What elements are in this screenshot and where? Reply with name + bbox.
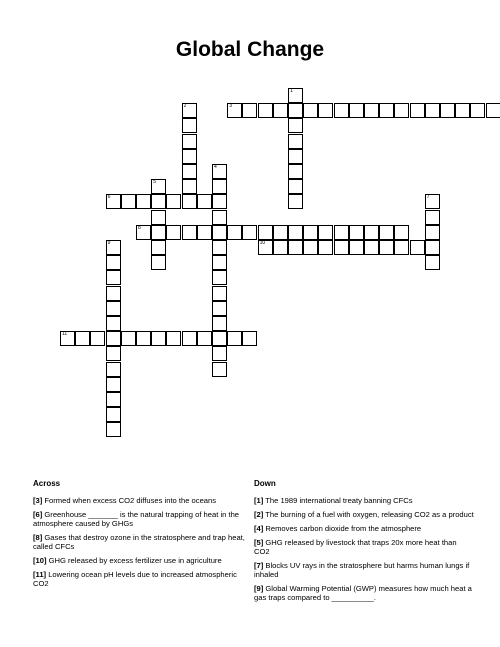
clue-number: 7 [426,194,430,201]
grid-cell[interactable] [182,149,197,164]
grid-cell[interactable] [227,103,242,118]
clue-number-label: [8] [33,533,43,542]
grid-cell[interactable] [318,225,333,240]
grid-cell[interactable] [182,225,197,240]
grid-cell[interactable] [364,103,379,118]
grid-cell[interactable] [60,331,75,346]
clue-number-label: [9] [254,584,264,593]
grid-cell[interactable] [288,225,303,240]
clue-number: 2 [183,103,187,110]
grid-cell[interactable] [288,118,303,133]
grid-cell[interactable] [197,225,212,240]
grid-cell[interactable] [318,240,333,255]
grid-cell[interactable] [425,255,440,270]
grid-cell[interactable] [318,103,333,118]
clue-text: The 1989 international treaty banning CFCs [263,496,413,505]
clue-number: 11 [62,331,68,338]
grid-cell[interactable] [349,103,364,118]
grid-cell[interactable] [106,331,121,346]
grid-cell[interactable] [136,331,151,346]
grid-cell[interactable] [212,270,227,285]
clue-number-label: [7] [254,561,264,570]
grid-cell[interactable] [121,194,136,209]
grid-cell[interactable] [303,225,318,240]
grid-cell[interactable] [212,362,227,377]
clue-text: GHG released by excess fertilizer use in agriculture [46,556,222,565]
across-heading: Across [33,479,61,488]
grid-cell[interactable] [151,210,166,225]
clue-number: 3 [229,103,232,110]
clue-number: 5 [153,179,156,186]
grid-cell[interactable] [212,240,227,255]
grid-cell[interactable] [212,286,227,301]
clue-number-label: [1] [254,496,264,505]
grid-cell[interactable] [151,240,166,255]
grid-cell[interactable] [182,331,197,346]
clue-text: GHG released by livestock that traps 20x more heat than CO2 [254,538,457,556]
clue-item [254,584,474,602]
grid-cell[interactable] [106,194,121,209]
grid-cell[interactable] [90,331,105,346]
clue-number: 8 [138,224,141,231]
grid-cell[interactable] [182,134,197,149]
grid-cell[interactable] [106,346,121,361]
grid-cell[interactable] [106,316,121,331]
grid-cell[interactable] [394,240,409,255]
clue-number-label: [3] [33,496,43,505]
grid-cell[interactable] [470,103,485,118]
grid-cell[interactable] [273,103,288,118]
grid-cell[interactable] [379,225,394,240]
grid-cell[interactable] [273,225,288,240]
grid-cell[interactable] [455,103,470,118]
grid-cell[interactable] [288,164,303,179]
clue-text: Global Warming Potential (GWP) measures how much heat a gas traps compared to __________. [254,584,472,602]
grid-cell[interactable] [212,179,227,194]
clue-item [33,570,253,588]
grid-cell[interactable] [349,225,364,240]
grid-cell[interactable] [121,331,136,346]
clue-text: The burning of a fuel with oxygen, releasing CO2 as a product [263,510,474,519]
grid-cell[interactable] [197,331,212,346]
grid-cell[interactable] [136,225,151,240]
grid-cell[interactable] [273,240,288,255]
clue-item [254,538,474,556]
grid-cell[interactable] [212,225,227,240]
grid-cell[interactable] [106,270,121,285]
grid-cell[interactable] [425,240,440,255]
clue-text: Lowering ocean pH levels due to increased atmospheric CO2 [33,570,237,588]
grid-cell[interactable] [288,134,303,149]
grid-cell[interactable] [379,240,394,255]
grid-cell[interactable] [242,331,257,346]
grid-cell[interactable] [227,225,242,240]
clue-item [33,510,253,528]
grid-cell[interactable] [227,331,242,346]
grid-cell[interactable] [334,103,349,118]
grid-cell[interactable] [410,103,425,118]
grid-cell[interactable] [288,194,303,209]
clue-number-label: [5] [254,538,264,547]
grid-cell[interactable] [440,103,455,118]
grid-cell[interactable] [303,103,318,118]
grid-cell[interactable] [288,149,303,164]
grid-cell[interactable] [425,103,440,118]
grid-cell[interactable] [166,225,181,240]
grid-cell[interactable] [75,331,90,346]
clue-item [254,524,474,533]
clue-item [33,556,253,565]
clue-item [33,533,253,551]
grid-cell[interactable] [212,346,227,361]
grid-cell[interactable] [425,210,440,225]
grid-cell[interactable] [258,240,273,255]
grid-cell[interactable] [258,225,273,240]
clue-item [254,510,474,519]
grid-cell[interactable] [379,103,394,118]
clue-text: Blocks UV rays in the stratosphere but harms human lungs if inhaled [254,561,470,579]
grid-cell[interactable] [288,179,303,194]
grid-cell[interactable] [182,194,197,209]
grid-cell[interactable] [486,103,500,118]
clue-number: 9 [107,240,111,246]
grid-cell[interactable] [394,103,409,118]
grid-cell[interactable] [288,240,303,255]
grid-cell[interactable] [106,301,121,316]
grid-cell[interactable] [288,88,303,103]
grid-cell[interactable] [151,225,166,240]
clue-number: 6 [107,194,111,201]
clue-text: Formed when excess CO2 diffuses into the oceans [42,496,217,505]
grid-cell[interactable] [212,301,227,316]
clue-item [254,496,474,505]
clue-number: 10 [259,240,266,246]
grid-cell[interactable] [182,103,197,118]
grid-cell[interactable] [212,316,227,331]
clue-text: Gases that destroy ozone in the stratosphere and trap heat, called CFCs [33,533,245,551]
clue-number-label: [2] [254,510,264,519]
clue-number-label: [10] [33,556,47,565]
clue-item [254,561,474,579]
clue-number: 4 [214,164,217,170]
clue-text: Removes carbon dioxide from the atmosphere [263,524,422,533]
clue-number-label: [4] [254,524,264,533]
grid-cell[interactable] [364,240,379,255]
grid-cell[interactable] [182,118,197,133]
clue-number: 1 [290,88,293,94]
grid-cell[interactable] [106,286,121,301]
grid-cell[interactable] [151,179,166,194]
grid-cell[interactable] [425,225,440,240]
across-clue-list [33,496,253,593]
grid-cell[interactable] [425,194,440,209]
clue-number-label: [6] [33,510,43,519]
grid-cell[interactable] [242,103,257,118]
grid-cell[interactable] [410,240,425,255]
grid-cell[interactable] [166,194,181,209]
grid-cell[interactable] [242,225,257,240]
grid-cell[interactable] [106,422,121,437]
grid-cell[interactable] [182,164,197,179]
grid-cell[interactable] [212,255,227,270]
grid-cell[interactable] [106,240,121,255]
clue-item [33,496,253,505]
grid-cell[interactable] [106,362,121,377]
grid-cell[interactable] [334,240,349,255]
grid-cell[interactable] [197,194,212,209]
grid-cell[interactable] [166,331,181,346]
down-clue-list [254,496,474,607]
grid-cell[interactable] [334,225,349,240]
grid-cell[interactable] [151,255,166,270]
grid-cell[interactable] [106,407,121,422]
grid-cell[interactable] [303,240,318,255]
grid-cell[interactable] [212,164,227,179]
grid-cell[interactable] [106,377,121,392]
grid-cell[interactable] [212,331,227,346]
grid-cell[interactable] [364,225,379,240]
grid-cell[interactable] [258,103,273,118]
grid-cell[interactable] [106,255,121,270]
grid-cell[interactable] [212,194,227,209]
puzzle-title: Global Change [175,38,325,61]
clue-number-label: [11] [33,570,47,579]
grid-cell[interactable] [151,194,166,209]
down-heading: Down [254,479,276,488]
clue-text: Greenhouse _______ is the natural trapping of heat in the atmosphere caused by GHGs [33,510,240,528]
grid-cell[interactable] [151,331,166,346]
grid-cell[interactable] [136,194,151,209]
grid-cell[interactable] [106,392,121,407]
grid-cell[interactable] [349,240,364,255]
grid-cell[interactable] [288,103,303,118]
grid-cell[interactable] [182,179,197,194]
grid-cell[interactable] [212,210,227,225]
grid-cell[interactable] [394,225,409,240]
